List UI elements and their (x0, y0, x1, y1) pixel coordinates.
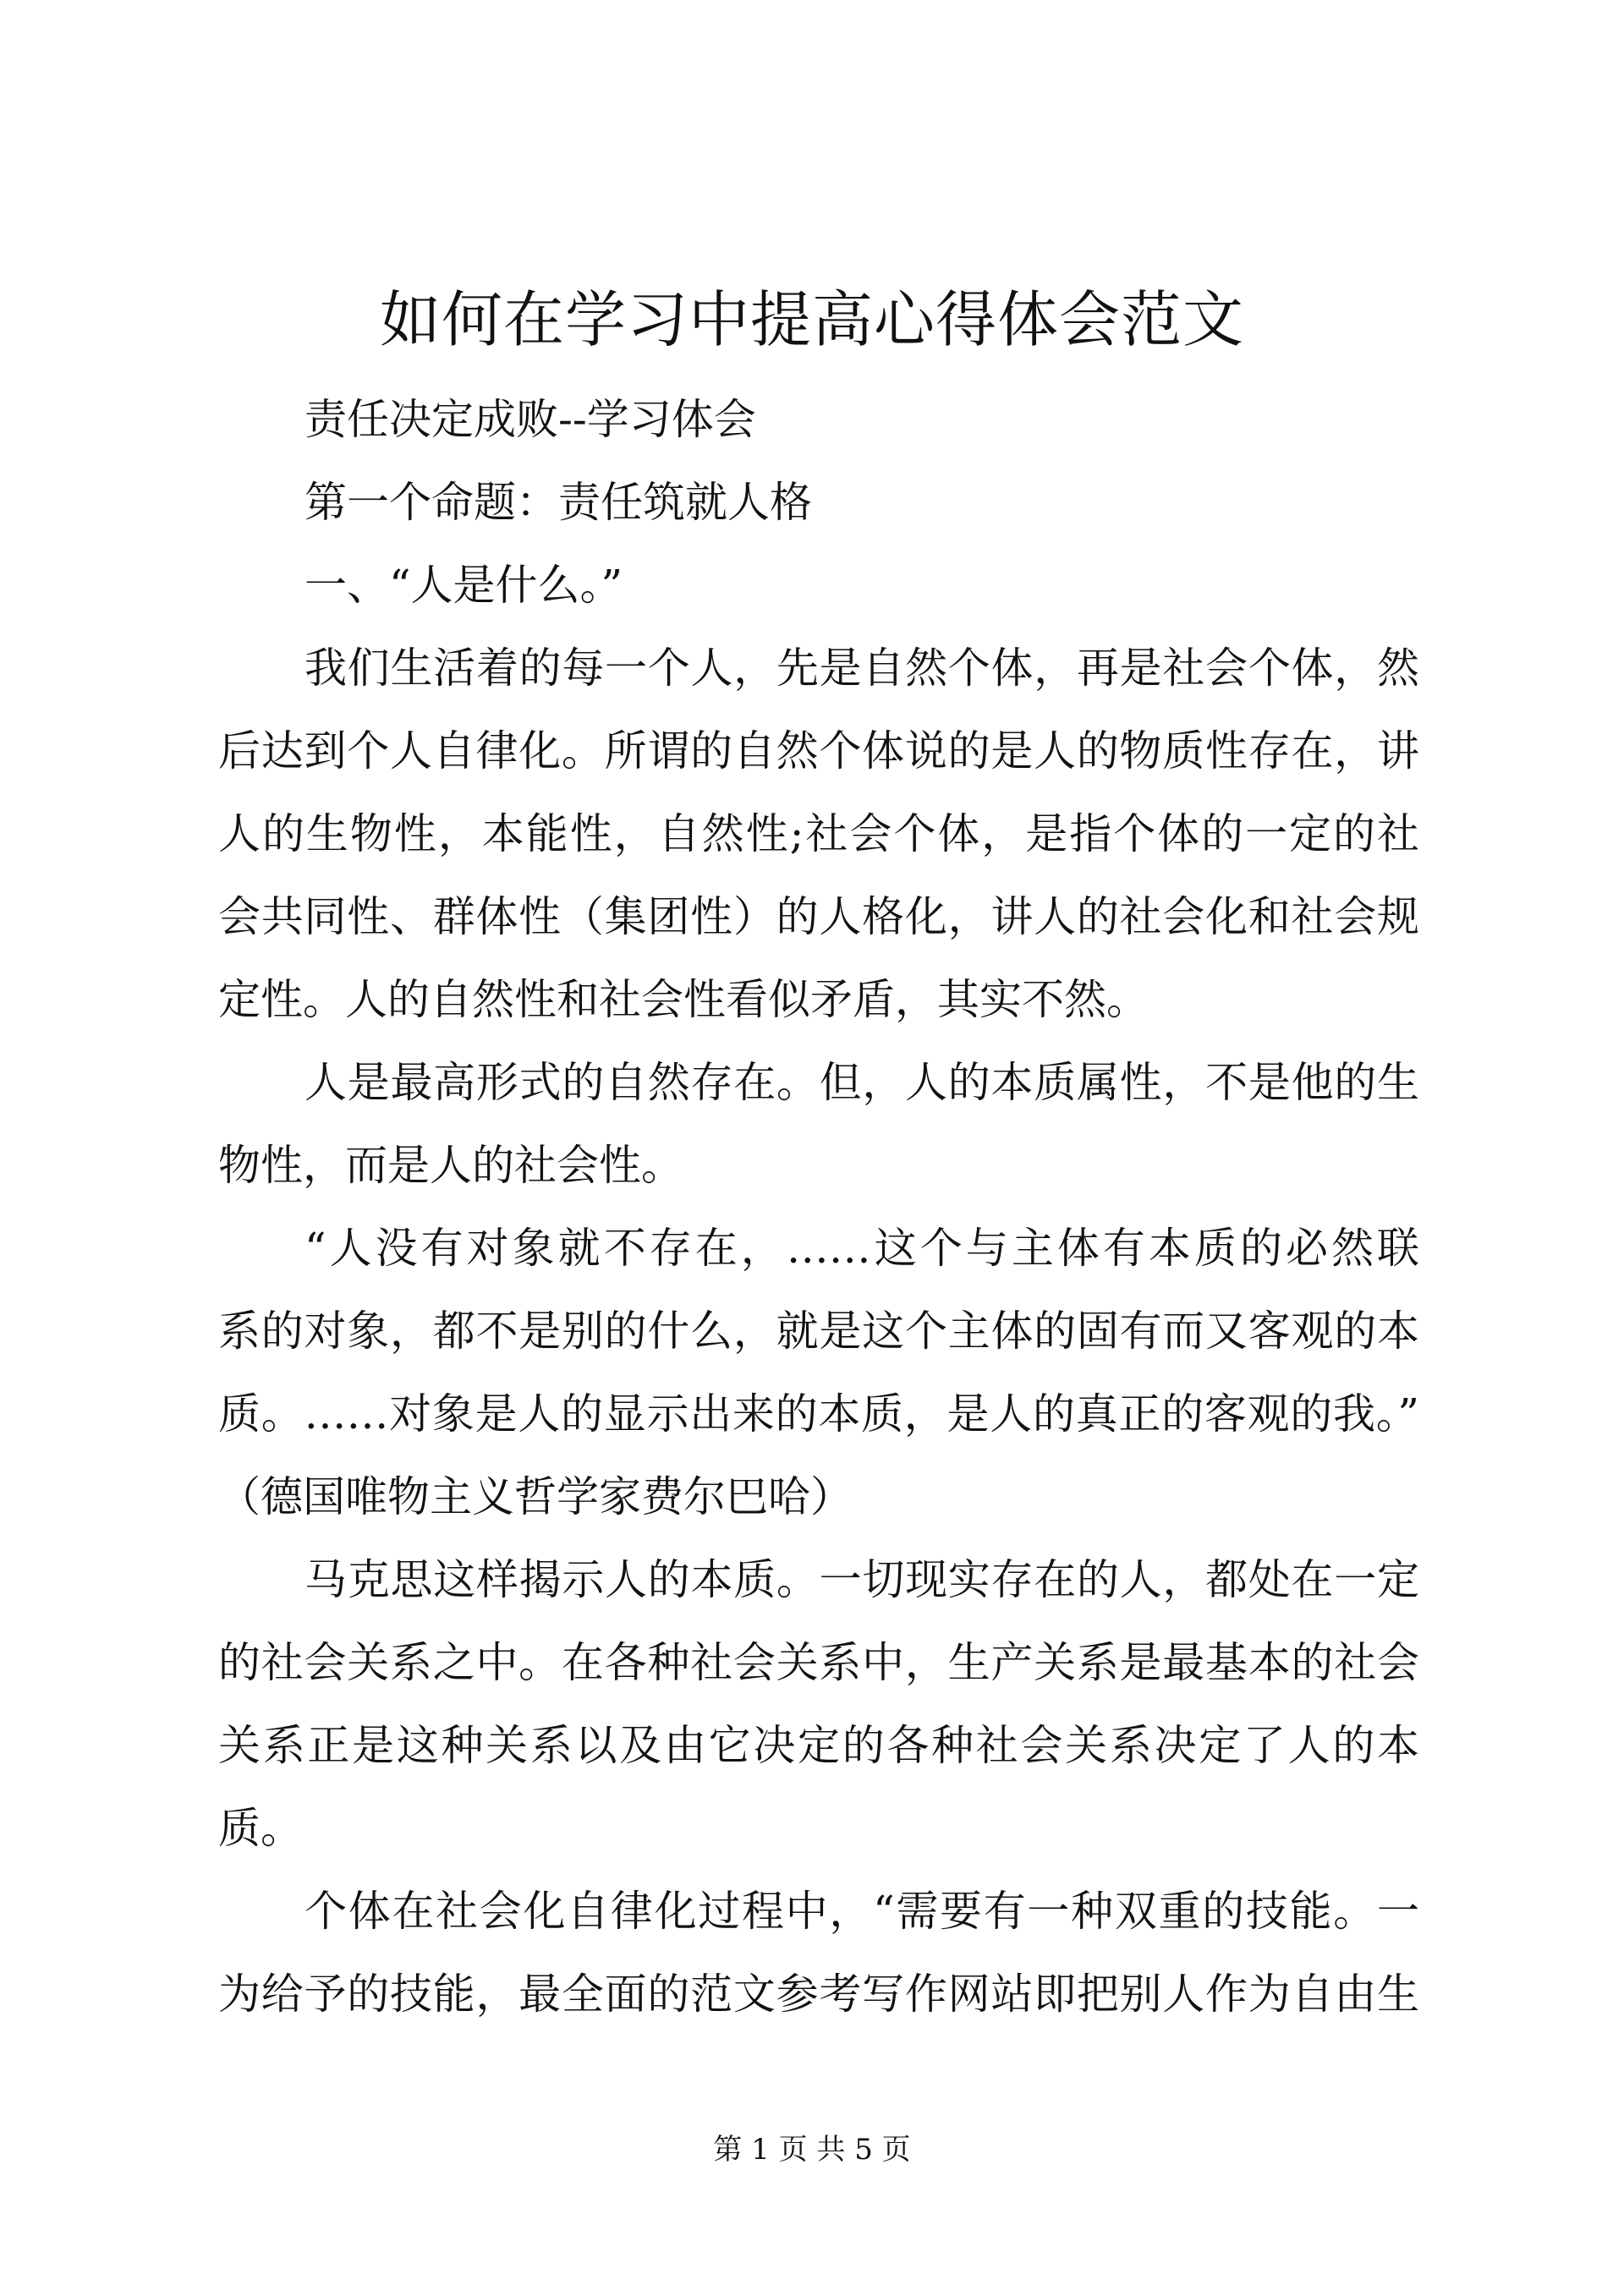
section-heading: 一、“人是什么。” (304, 561, 623, 610)
paragraph-line: 会共同性、群体性（集团性）的人格化，讲人的社会化和社会规 (218, 892, 1419, 941)
quote-attribution: （德国唯物主义哲学家费尔巴哈） (218, 1472, 853, 1521)
paragraph-line: 质。 (218, 1804, 303, 1853)
proposition-line: 第一个命题：责任筑就人格 (304, 478, 812, 527)
subtitle-line: 责任决定成败--学习体会 (304, 395, 756, 444)
paragraph-line: 人是最高形式的自然存在。但，人的本质属性，不是他的生 (304, 1058, 1419, 1107)
paragraph-line: 人的生物性，本能性，自然性;社会个体，是指个体的一定的社 (218, 809, 1419, 858)
paragraph-line: 我们生活着的每一个人，先是自然个体，再是社会个体，然 (304, 644, 1419, 693)
paragraph-line: 个体在社会化自律化过程中，“需要有一种双重的技能。一 (304, 1887, 1419, 1936)
quote-line: 系的对象，都不是别的什么，就是这个主体的固有而又客观的本 (218, 1307, 1419, 1356)
paragraph-line: 物性，而是人的社会性。 (218, 1141, 683, 1190)
paragraph-line: 为给予的技能，最全面的范文参考写作网站即把别人作为自由生 (218, 1970, 1419, 2019)
quote-line: “人没有对象就不存在，……这个与主体有本质的必然联 (304, 1224, 1419, 1273)
paragraph-line: 关系正是这种关系以及由它决定的各种社会关系决定了人的本 (218, 1721, 1419, 1770)
paragraph-line: 定性。人的自然性和社会性看似矛盾，其实不然。 (218, 975, 1149, 1024)
quote-line: 质。……对象是人的显示出来的本质，是人的真正的客观的我。” (218, 1389, 1419, 1438)
page-footer: 第 1 页 共 5 页 (713, 2133, 911, 2167)
paragraph-line: 马克思这样揭示人的本质。一切现实存在的人，都处在一定 (304, 1555, 1419, 1604)
document-title: 如何在学习中提高心得体会范文 (379, 284, 1244, 355)
paragraph-line: 后达到个人自律化。所谓的自然个体说的是人的物质性存在，讲 (218, 726, 1419, 775)
paragraph-line: 的社会关系之中。在各种社会关系中，生产关系是最基本的社会 (218, 1638, 1419, 1687)
